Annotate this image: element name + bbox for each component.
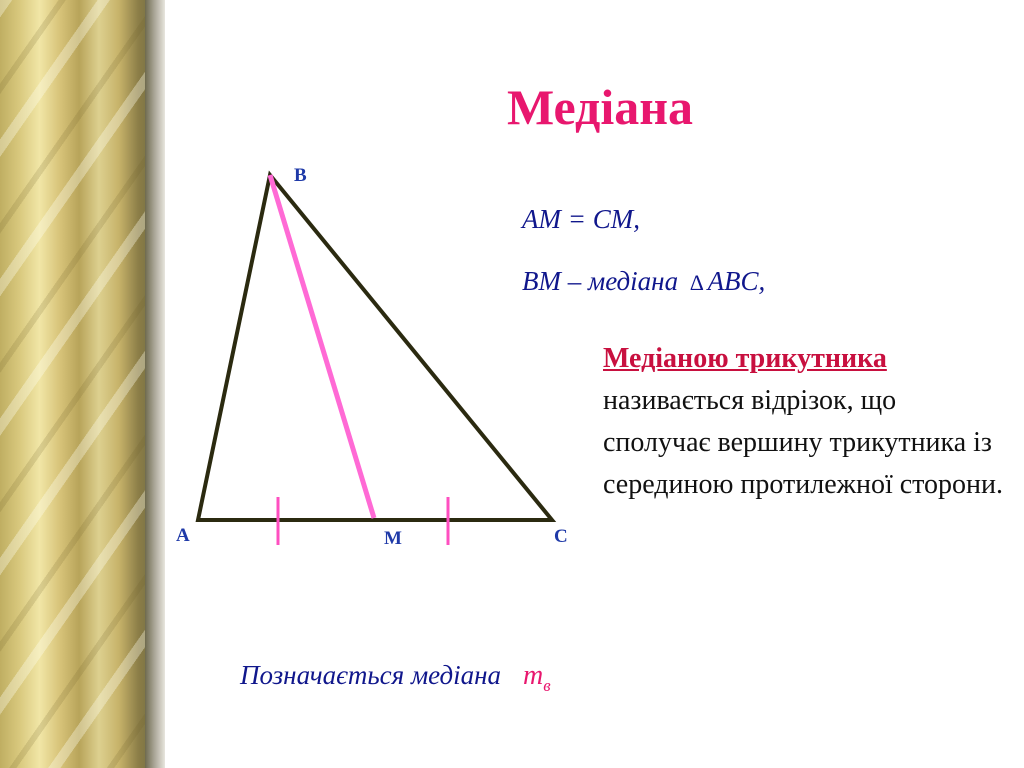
- definition-term: Медіаною трикутника: [603, 343, 887, 374]
- median-symbol-subscript: в: [543, 676, 551, 695]
- vertex-label-b: B: [294, 165, 307, 186]
- equation-median: [522, 266, 765, 297]
- vertex-label-c: C: [554, 526, 568, 547]
- vertex-label-m: M: [384, 528, 402, 549]
- slide-title: Медіана: [506, 79, 694, 135]
- triangle-abc: [198, 175, 552, 520]
- triangle-name: ABC,: [707, 266, 766, 296]
- equation-am-cm: AM = CM,: [522, 204, 640, 234]
- vertex-label-a: A: [176, 525, 190, 546]
- median-symbol-letter: m: [523, 660, 544, 691]
- median-bm: [270, 175, 374, 518]
- notation-text: Позначається медіана: [240, 660, 502, 690]
- triangle-symbol-icon: ∆: [690, 270, 704, 295]
- median-symbol: [523, 660, 551, 695]
- definition-text: називається відрізок, що сполучає вершину трикутника із серединою протилежної сторони.: [603, 385, 1003, 500]
- median-notation: [240, 660, 551, 696]
- median-statement: BM – медіана: [522, 266, 679, 296]
- median-definition: [603, 338, 1003, 506]
